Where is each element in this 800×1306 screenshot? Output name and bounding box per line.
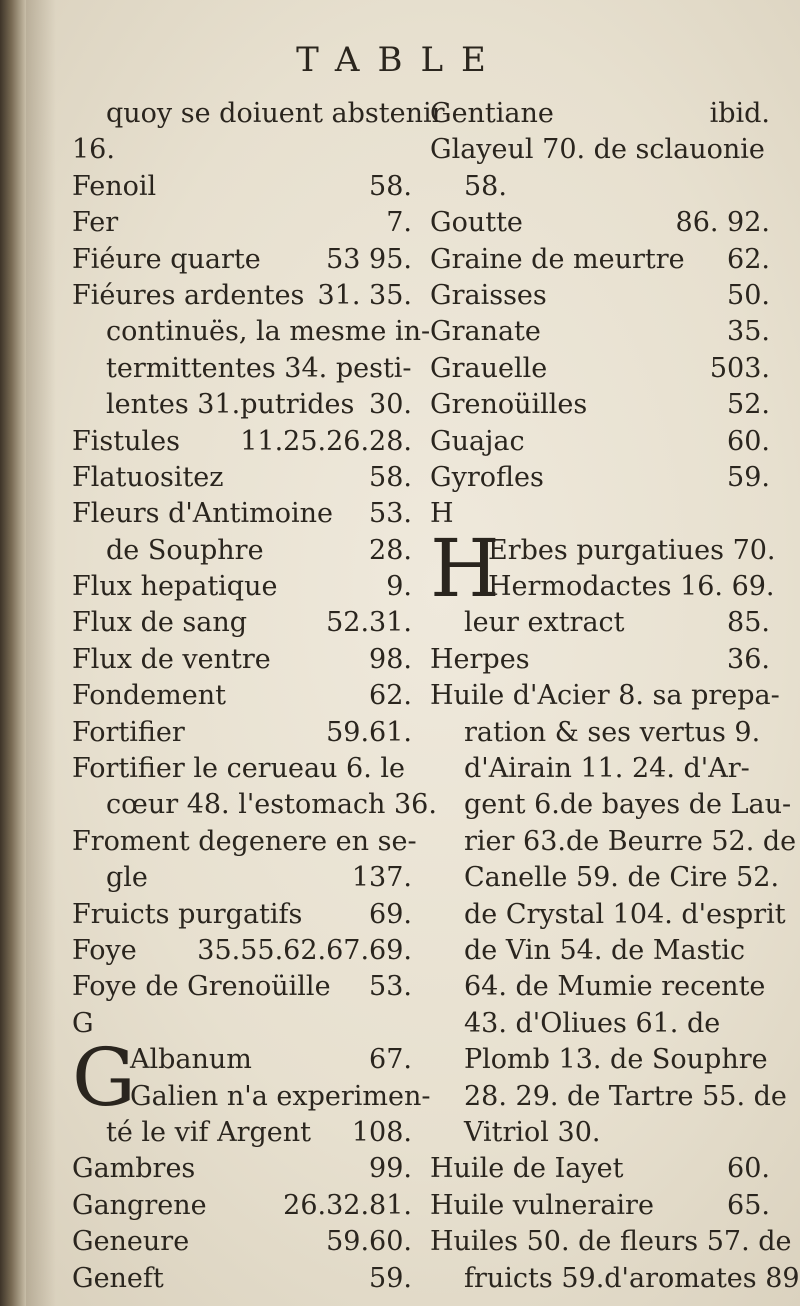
book-binding-gutter	[0, 0, 26, 1306]
entry-term: 43. d'Oliues 61. de	[464, 1007, 721, 1039]
index-entry	[72, 1188, 412, 1224]
entry-term: gle	[106, 862, 148, 894]
index-entry	[72, 96, 445, 132]
entry-term: Guajac	[430, 425, 525, 457]
entry-term: 58.	[464, 170, 507, 202]
index-entry	[72, 860, 412, 896]
index-entry	[72, 897, 412, 933]
gutter-shadow	[26, 0, 56, 1306]
entry-term: gent 6.de bayes de Lau-	[464, 789, 792, 821]
entry-page-numbers: 30.	[369, 389, 412, 421]
index-entry	[430, 1261, 800, 1297]
index-entry	[72, 642, 412, 678]
entry-term: Canelle 59. de Cire 52.	[464, 862, 780, 894]
index-entry	[72, 424, 412, 460]
entry-term: lentes 31.putrides	[106, 389, 355, 421]
entry-term: Gangrene	[72, 1189, 207, 1221]
entry-page-numbers: 36.	[727, 643, 770, 675]
entry-term: Galien n'a experimen-	[130, 1080, 431, 1112]
entry-term: rier 63.de Beurre 52. de	[464, 825, 797, 857]
index-entry	[72, 1224, 412, 1260]
entry-page-numbers: 69.	[369, 898, 412, 930]
index-entry	[72, 278, 412, 314]
entry-term: ration & ses vertus 9.	[464, 716, 761, 748]
entry-term: d'Airain 11. 24. d'Ar-	[464, 753, 750, 785]
index-entry	[430, 1042, 770, 1078]
entry-page-numbers: 35.	[727, 316, 770, 348]
index-entry	[72, 314, 431, 350]
entry-term: Grauelle	[430, 352, 548, 384]
index-entry	[72, 969, 412, 1005]
index-entry	[72, 1115, 412, 1151]
index-entry	[72, 605, 412, 641]
entry-term: Flatuositez	[72, 461, 224, 493]
index-entry	[72, 1079, 431, 1115]
index-entry	[430, 751, 770, 787]
entry-page-numbers: 85.	[727, 607, 770, 639]
entry-page-numbers: 35.55.62.67.69.	[197, 934, 412, 966]
index-entry	[72, 824, 417, 860]
entry-page-numbers: 50.	[727, 279, 770, 311]
index-entry	[430, 460, 770, 496]
index-entry	[72, 751, 412, 787]
entry-term: Huile vulneraire	[430, 1189, 654, 1221]
entry-term: té le vif Argent	[106, 1116, 311, 1148]
entry-page-numbers: 65.	[727, 1189, 770, 1221]
index-entry	[430, 278, 770, 314]
index-entry	[430, 387, 770, 423]
index-entry	[72, 205, 412, 241]
entry-page-numbers: 99.	[369, 1153, 412, 1185]
entry-term: Fenoil	[72, 170, 157, 202]
entry-term: cœur 48. l'estomach 36.	[106, 789, 437, 821]
entry-term: Fer	[72, 207, 119, 239]
entry-term: Goutte	[430, 207, 523, 239]
entry-term: Grenoüilles	[430, 389, 588, 421]
entry-page-numbers: 52.	[727, 389, 770, 421]
entry-term: Glayeul 70. de sclauonie	[430, 134, 765, 166]
index-entry	[430, 1115, 770, 1151]
entry-term: quoy se doiuent abstenir	[106, 98, 445, 129]
entry-term: Plomb 13. de Souphre	[464, 1044, 768, 1076]
entry-term: Gambres	[72, 1153, 196, 1185]
entry-page-numbers: 59.	[369, 1262, 412, 1294]
entry-term: Erbes purgatiues 70.	[488, 534, 776, 566]
entry-page-numbers: ibid.	[709, 98, 770, 129]
index-entry	[430, 933, 770, 969]
entry-term: Flux de ventre	[72, 643, 271, 675]
entry-term: leur extract	[464, 607, 625, 639]
drop-cap: G	[72, 1031, 136, 1125]
index-entry	[72, 387, 412, 423]
entry-page-numbers: 67.	[369, 1044, 412, 1076]
entry-term: Graine de meurtre	[430, 243, 685, 275]
entry-term: Huile de Iayet	[430, 1153, 624, 1185]
index-entry	[430, 242, 770, 278]
index-entry	[430, 1079, 787, 1115]
entry-page-numbers: 53 95.	[326, 243, 412, 275]
index-entry	[430, 824, 797, 860]
entry-term: Fistules	[72, 425, 180, 457]
entry-page-numbers: 7.	[386, 207, 412, 239]
entry-page-numbers: 59.	[727, 461, 770, 493]
index-entry	[430, 642, 770, 678]
index-entry	[430, 314, 770, 350]
entry-term: continuës, la mesme in-	[106, 316, 431, 348]
entry-page-numbers: 58.	[369, 461, 412, 493]
index-entry	[430, 860, 780, 896]
entry-page-numbers: 60.	[727, 425, 770, 457]
entry-term: Geneure	[72, 1226, 190, 1258]
entry-term: 64. de Mumie recente	[464, 971, 766, 1003]
index-entry	[430, 169, 770, 205]
index-entry	[430, 1006, 770, 1042]
index-entry	[430, 1151, 770, 1187]
entry-term: Huiles 50. de fleurs 57. de	[430, 1226, 792, 1258]
entry-term: Gentiane	[430, 98, 554, 129]
entry-term: Flux hepatique	[72, 571, 278, 603]
entry-term: Vitriol 30.	[464, 1116, 601, 1148]
entry-page-numbers: 28.	[369, 534, 412, 566]
index-entry	[430, 787, 792, 823]
entry-term: G	[72, 1007, 94, 1039]
entry-page-numbers: 503.	[709, 352, 770, 384]
entry-term: Fiéures ardentes	[72, 279, 305, 311]
index-entry	[72, 569, 412, 605]
entry-term: Fruicts purgatifs	[72, 898, 303, 930]
entry-page-numbers: 62.	[727, 243, 770, 275]
index-entry	[430, 351, 770, 387]
index-entry	[72, 787, 437, 823]
index-entry	[430, 1224, 792, 1260]
index-column-right	[430, 96, 800, 1297]
index-entry	[72, 169, 412, 205]
index-entry	[430, 897, 786, 933]
entry-page-numbers: 9.	[386, 571, 412, 603]
entry-term: de Vin 54. de Mastic	[464, 934, 746, 966]
entry-term: fruicts 59.d'aromates 89	[464, 1262, 800, 1294]
entry-term: Flux de sang	[72, 607, 248, 639]
entry-term: Fleurs d'Antimoine	[72, 498, 334, 530]
entry-page-numbers: 108.	[351, 1116, 412, 1148]
index-entry	[430, 1188, 770, 1224]
index-entry	[72, 933, 412, 969]
drop-cap: H	[430, 521, 500, 615]
index-entry	[430, 96, 770, 132]
index-entry	[430, 424, 770, 460]
entry-term: Geneft	[72, 1262, 164, 1294]
index-entry	[430, 569, 775, 605]
entry-term: Fortifier	[72, 716, 185, 748]
entry-term: termittentes 34. pesti-	[106, 352, 412, 384]
index-column-left	[72, 96, 445, 1297]
entry-term: 16.	[72, 134, 115, 166]
entry-page-numbers: 31. 35.	[317, 279, 412, 311]
entry-page-numbers: 52.31.	[326, 607, 412, 639]
index-entry	[72, 351, 412, 387]
entry-term: Fortifier le cerueau 6. le	[72, 753, 405, 785]
entry-term: Hermodactes 16. 69.	[488, 571, 775, 603]
page-header: TABLE	[296, 40, 504, 80]
entry-page-numbers: 53.	[369, 498, 412, 530]
entry-term: Froment degenere en se-	[72, 825, 417, 857]
index-entry	[430, 715, 770, 751]
entry-page-numbers: 98.	[369, 643, 412, 675]
index-entry	[72, 1151, 412, 1187]
entry-page-numbers: 137.	[351, 862, 412, 894]
index-entry	[72, 242, 412, 278]
entry-page-numbers: 62.	[369, 680, 412, 712]
index-entry	[72, 715, 412, 751]
entry-term: Albanum	[130, 1044, 252, 1076]
entry-term: Huile d'Acier 8. sa prepa-	[430, 680, 780, 712]
entry-term: Herpes	[430, 643, 530, 675]
entry-page-numbers: 11.25.26.28.	[240, 425, 412, 457]
index-entry	[72, 678, 412, 714]
entry-page-numbers: 59.61.	[326, 716, 412, 748]
entry-page-numbers: 53.	[369, 971, 412, 1003]
entry-page-numbers: 58.	[369, 170, 412, 202]
entry-term: Gyrofles	[430, 461, 544, 493]
index-entry	[430, 969, 770, 1005]
index-entry	[430, 678, 780, 714]
index-entry	[430, 205, 770, 241]
entry-page-numbers: 60.	[727, 1153, 770, 1185]
index-entry	[72, 132, 412, 168]
entry-page-numbers: 59.60.	[326, 1226, 412, 1258]
index-entry	[72, 460, 412, 496]
entry-term: Foye	[72, 934, 137, 966]
entry-term: de Souphre	[106, 534, 264, 566]
entry-term: Granate	[430, 316, 541, 348]
index-entry	[72, 533, 412, 569]
index-entry	[430, 132, 770, 168]
index-entry	[72, 496, 412, 532]
index-entry	[72, 1261, 412, 1297]
entry-page-numbers: 86. 92.	[675, 207, 770, 239]
entry-term: Graisses	[430, 279, 547, 311]
entry-term: Fiéure quarte	[72, 243, 261, 275]
entry-term: de Crystal 104. d'esprit	[464, 898, 786, 930]
entry-term: 28. 29. de Tartre 55. de	[464, 1080, 787, 1112]
index-entry	[430, 605, 770, 641]
entry-term: H	[430, 498, 454, 530]
entry-term: Foye de Grenoüille	[72, 971, 331, 1003]
entry-page-numbers: 26.32.81.	[283, 1189, 412, 1221]
entry-term: Fondement	[72, 680, 226, 712]
